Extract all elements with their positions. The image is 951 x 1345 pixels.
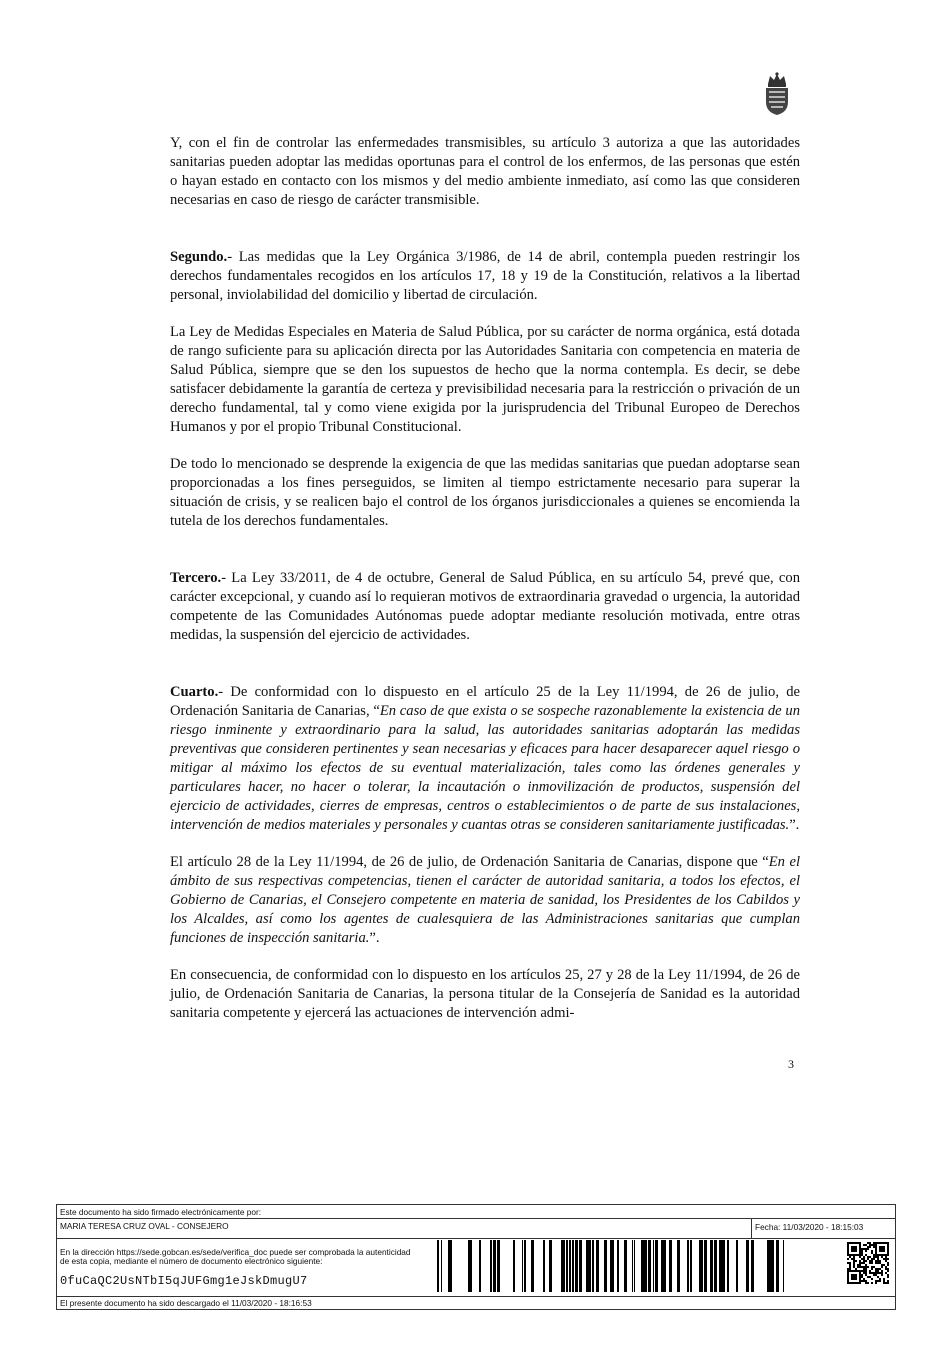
page-number: 3 — [788, 1057, 794, 1071]
paragraph — [170, 455, 800, 531]
signature-date-cell — [751, 1218, 896, 1238]
verification-row — [57, 1238, 895, 1297]
section-heading: Segundo. — [170, 249, 228, 265]
paragraph-text: - De conformidad con lo dispuesto en el artículo 25 de la Ley 11/1994, de 26 de julio, de Ordenación Sanitaria de Canarias, “ — [170, 684, 800, 719]
section-heading: Cuarto. — [170, 684, 219, 700]
paragraph-text: El artículo 28 de la Ley 11/1994, de 26 de julio, de Ordenación Sanitaria de Canarias, dispone que “ — [170, 854, 769, 870]
quoted-text: En el ámbito de sus respectivas competencias, tienen el carácter de autoridad sanitaria, a todos los efectos, el Gobierno de Canarias, el Consejero competente en materia de sanidad, los Presidentes de los Cabildos y los Alcaldes, así como los agentes de cualesquiera de las Administraciones sanitarias que cumplan funciones de inspección sanitaria. — [170, 854, 800, 946]
paragraph-text: - La Ley 33/2011, de 4 de octubre, General de Salud Pública, en su artículo 54, prevé que, con carácter excepcional, y cuando así lo requieran motivos de extraordinaria gravedad o urgencia, la autoridad competente de las Comunidades Autónomas puede adoptar mediante resolución motivada, entre otras medidas, la suspensión del ejercicio de actividades. — [170, 570, 800, 643]
paragraph-text: ”. — [789, 817, 800, 833]
paragraph — [170, 569, 800, 645]
quoted-text: En caso de que exista o se sospeche razonablemente la existencia de un riesgo inminente y extraordinario para la salud, las autoridades sanitarias adoptarán las medidas preventivas que consideren pertinentes y sean necesarias y eficaces para hacer desaparecer aquel riesgo o mitigar al máximo los efectos de su eventual materialización, tales como las órdenes generales y particulares hacer, no hacer o tolerar, la incautación o inmovilización de productos, suspensión del ejercicio de actividades, cierres de empresas, centros o establecimientos o de parte de sus instalaciones, intervención de medios materiales y personales y cuantas otras se consideren sanitariamente justificadas. — [170, 703, 800, 833]
paragraph-text: - Las medidas que la Ley Orgánica 3/1986, de 14 de abril, contempla pueden restringir los derechos fundamentales recogidos en los artículos 17, 18 y 19 de la Constitución, relativos a la libertad personal, inviolabilidad del domicilio y libertad de circulación. — [170, 249, 800, 303]
paragraph — [170, 134, 800, 210]
paragraph — [170, 323, 800, 437]
signature-box — [56, 1204, 896, 1310]
download-note: El presente documento ha sido descargado el 11/03/2020 - 18:16:53 — [60, 1298, 312, 1308]
barcode-icon — [437, 1240, 789, 1292]
signer-name: MARIA TERESA CRUZ OVAL - CONSEJERO — [60, 1221, 229, 1231]
document-body — [170, 134, 800, 1041]
paragraph-text: La Ley de Medidas Especiales en Materia de Salud Pública, por su carácter de norma orgánica, está dotada de rango suficiente para su aplicación directa por las Autoridades Sanitaria con competencia en materia de Salud Pública, siempre que se den los supuestos de hecho que la norma contempla. Es decir, se debe satisfacer debidamente la garantía de certeza y previsibilidad necesaria para la restricción o privación de un derecho fundamental, tal y como viene exigida por la jurisprudencia del Tribunal Europeo de Derechos Humanos y por el propio Tribunal Constitucional. — [170, 324, 800, 435]
paragraph-text: En consecuencia, de conformidad con lo dispuesto en los artículos 25, 27 y 28 de la Ley 11/1994, de 26 de julio, de Ordenación Sanitaria de Canarias, la persona titular de la Consejería de Sanidad es la autoridad sanitaria competente y ejercerá las actuaciones de intervención admi- — [170, 967, 800, 1021]
download-row — [57, 1296, 895, 1309]
signature-date: Fecha: 11/03/2020 - 18:15:03 — [755, 1222, 864, 1232]
paragraph-text: Y, con el fin de controlar las enfermedades transmisibles, su artículo 3 autoriza a que las autoridades sanitarias pueden adoptar las medidas oportunas para el control de los enfermos, de las personas que estén o hayan estado en contacto con los mismos y del medio ambiente inmediato, así como las que consideren necesarias en caso de riesgo de carácter transmisible. — [170, 135, 800, 208]
coat-of-arms-icon — [762, 72, 792, 116]
paragraph — [170, 966, 800, 1023]
qr-code-icon — [847, 1242, 889, 1284]
paragraph-text: ”. — [369, 930, 380, 946]
paragraph — [170, 683, 800, 835]
paragraph — [170, 853, 800, 948]
signature-header-row — [57, 1205, 895, 1219]
signer-row — [57, 1218, 895, 1239]
paragraph — [170, 248, 800, 305]
verification-text: En la dirección https://sede.gobcan.es/sede/verifica_doc puede ser comprobada la autenticidad de esta copia, mediante el número de documento electrónico siguiente: — [60, 1247, 411, 1266]
signed-by-label: Este documento ha sido firmado electrónicamente por: — [60, 1207, 262, 1217]
paragraph-text: De todo lo mencionado se desprende la exigencia de que las medidas sanitarias que puedan adoptarse sean proporcionadas a los fines perseguidos, se limiten al tiempo estrictamente necesario para superar la situación de crisis, y se realicen bajo el control de los órganos jurisdiccionales a quienes se encomienda la tutela de los derechos fundamentales. — [170, 456, 800, 529]
section-heading: Tercero. — [170, 570, 222, 586]
document-code: 0fuCaQC2UsNTbI5qJUFGmg1eJskDmugU7 — [60, 1274, 308, 1288]
